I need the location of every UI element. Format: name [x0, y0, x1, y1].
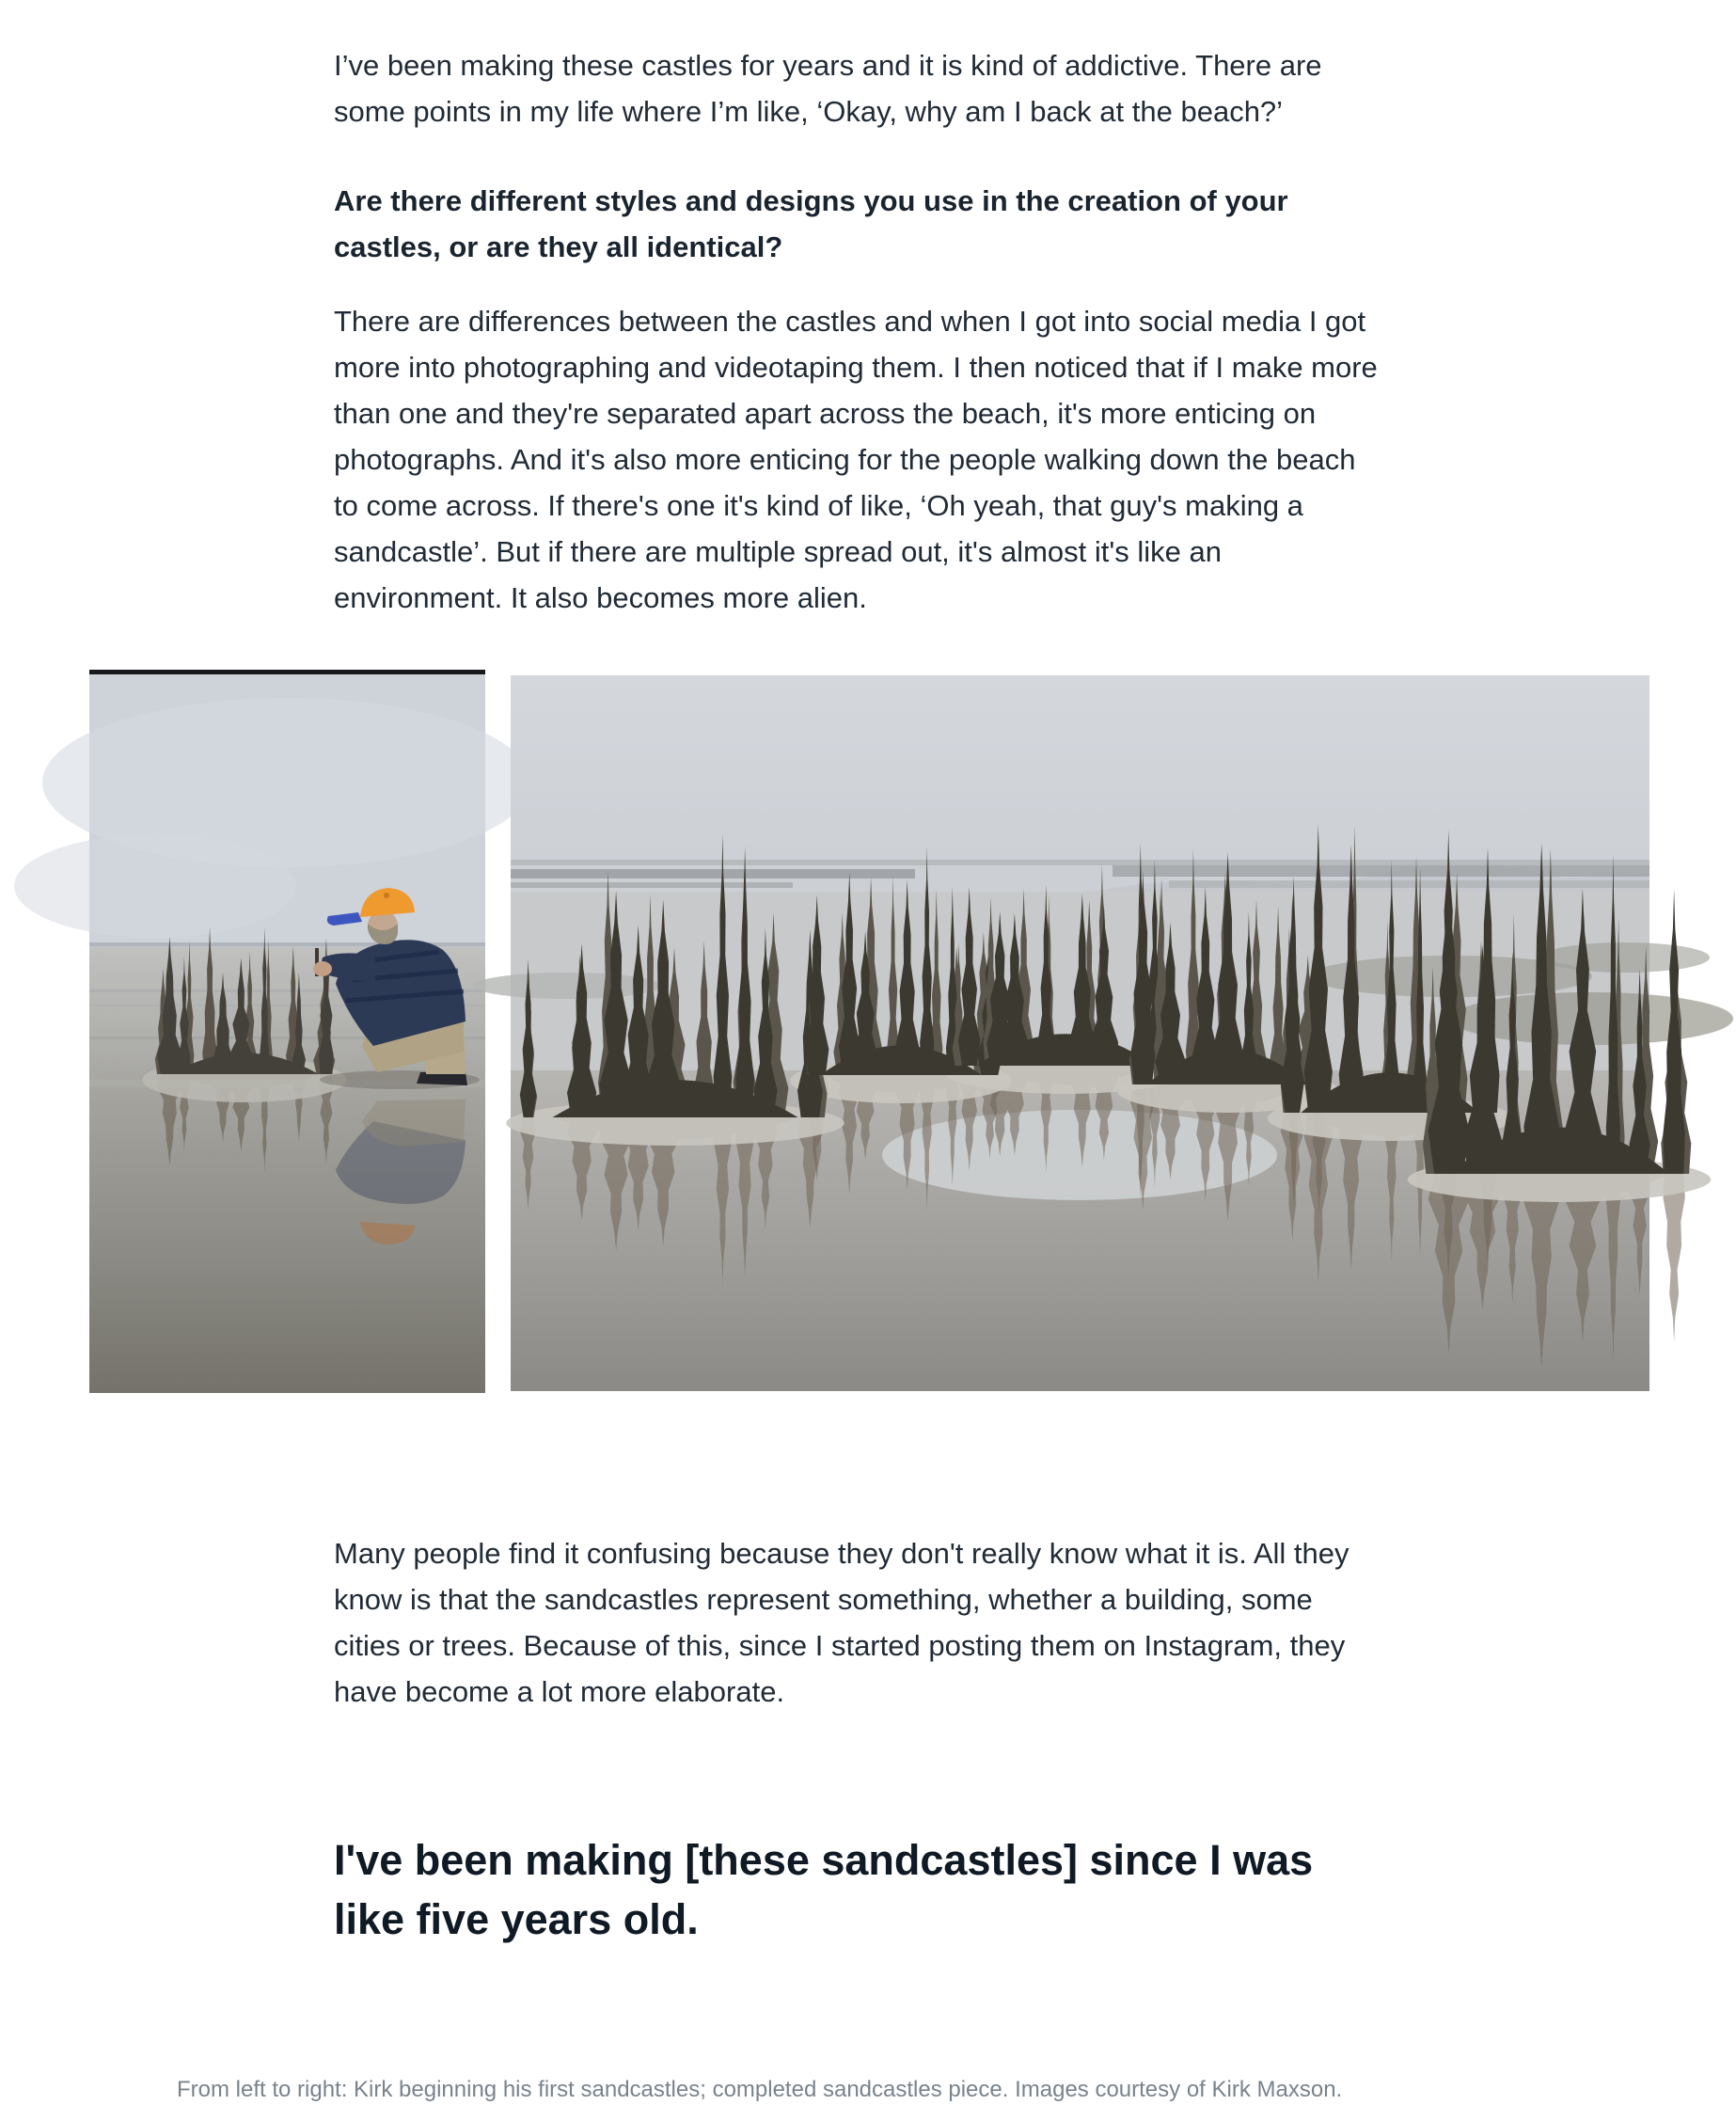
intro-paragraph: I’ve been making these castles for years and it is kind of addictive. There are some points in my life where I’m like, ‘Okay, why am I back at the beach?’: [334, 49, 1322, 128]
pull-quote: I've been making [these sandcastles] since I was like five years old.: [334, 1836, 1314, 1943]
photo-kirk-building-sandcastle: [89, 670, 485, 1393]
interview-answer: There are differences between the castles and when I got into social media I got more into photographing and videotaping them. I then noticed that if I make more than one and they're separated apart across the beach, it's more enticing on photographs. And it's also more enticing for the people walking down the beach to come across. If there's one it's kind of like, ‘Oh yeah, that guy's making a sandcastle’. But if there are multiple spread out, it's almost it's like an environment. It also becomes more alien.: [334, 305, 1378, 614]
photo-completed-sandcastles: [511, 675, 1649, 1391]
follow-up-paragraph: Many people find it confusing because they don't really know what it is. All they know is that the sandcastles represent something, whether a building, some cities or trees. Because of this, since I started posting them on Instagram, they have become a lot more elaborate.: [334, 1537, 1349, 1708]
sandcastle-field-art: [511, 675, 1649, 1391]
interview-question: Are there different styles and designs you use in the creation of your castles, or are they all identical?: [334, 184, 1288, 263]
figure-caption: From left to right: Kirk beginning his first sandcastles; completed sandcastles piece. Images courtesy of Kirk Maxson.: [177, 2077, 1343, 2102]
sandcastle-builder-art: [89, 670, 485, 1393]
